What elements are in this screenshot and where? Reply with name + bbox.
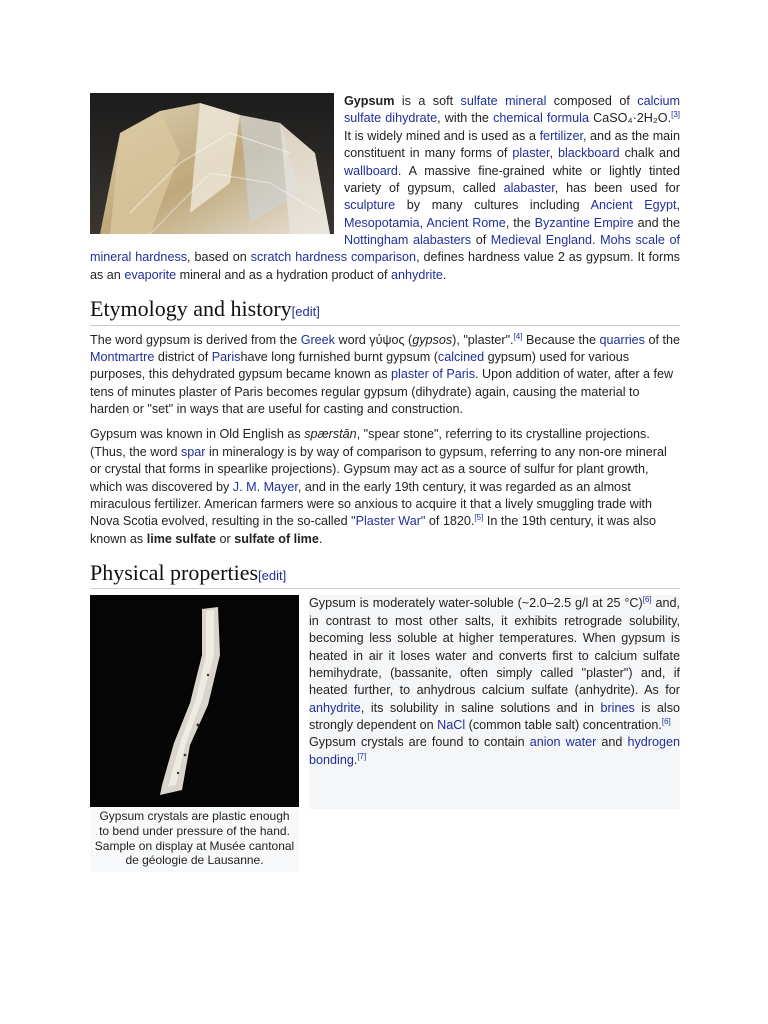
bold-term: lime sulfate <box>146 531 216 546</box>
link[interactable]: NaCl <box>437 718 466 733</box>
text-run: It is widely mined and is used as a <box>344 128 540 143</box>
etymology-heading-text: Etymology and history <box>90 296 292 322</box>
text-run: , the <box>505 215 535 230</box>
bent-crystal-image-icon <box>90 595 299 807</box>
text-run: , and in the early 19th century, it was regarded as an almost miraculous fertilizer. American farmers were so anxious to acquire it that a lively smuggling trade with Nova Scotia evolved, resulting in the so-called <box>90 479 653 529</box>
link[interactable]: Byzantine Empire <box>534 215 634 230</box>
link[interactable]: sculpture <box>344 198 396 213</box>
text-run: (common table salt) concentration. <box>465 718 662 733</box>
text-run: of <box>471 233 491 247</box>
text-run: district of <box>154 349 212 364</box>
text-run: word γύψος ( <box>334 332 413 347</box>
etymology-paragraph-2 <box>90 426 680 548</box>
link[interactable]: Medieval England <box>490 233 593 247</box>
gypsum-crystal-photo[interactable] <box>90 93 334 234</box>
section-heading-etymology <box>90 296 680 325</box>
text-run: is also strongly dependent on <box>309 700 680 733</box>
text-run: Gypsum is moderately water-soluble (~2.0–2.5 g/l at 25 °C) <box>309 596 643 611</box>
text-run: of 1820. <box>425 514 475 529</box>
link[interactable]: quarries <box>599 332 645 347</box>
link[interactable]: calcium sulfate dihydrate <box>344 94 680 126</box>
link[interactable]: scratch hardness comparison <box>250 250 417 265</box>
physical-heading-text: Physical properties <box>90 560 259 586</box>
link[interactable]: brines <box>600 700 635 715</box>
citation-link[interactable]: [3] <box>671 110 680 120</box>
text-run: , has been used for <box>554 180 681 195</box>
text-run: Gypsum crystals are found to contain <box>309 735 530 750</box>
text-run: gypsum) used for various purposes, this dehydrated gypsum became known as <box>90 349 630 382</box>
link[interactable]: Greek <box>300 332 335 347</box>
text-run: , its solubility in saline solutions and in <box>360 700 601 715</box>
link[interactable]: plaster <box>512 146 550 161</box>
physical-text-block <box>309 595 680 809</box>
link[interactable]: plaster of Paris <box>391 367 476 382</box>
link[interactable]: wallboard <box>344 163 398 178</box>
text-run: chalk and <box>619 146 680 161</box>
bold-term: sulfate of lime <box>234 531 319 546</box>
text-run: . <box>318 531 323 546</box>
text-run: ), "plaster". <box>452 332 514 347</box>
text-run: or <box>216 531 235 546</box>
figure-caption: Gypsum crystals are plastic enough to bend under pressure of the hand. Sample on display at Musée cantonal de géologie de Lausanne. <box>94 809 295 868</box>
text-run: of the <box>644 332 680 347</box>
text-run: Gypsum was known in Old English as <box>90 427 305 442</box>
italic-term: spærstān <box>304 427 357 442</box>
text-run: , with the <box>437 111 494 126</box>
text-run: . Upon addition of water, after a few tens of minutes plaster of Paris becomes regular gypsum (dihydrate) again, causing the material to harden or "set" in ways that are useful for casting and construction. <box>90 367 674 417</box>
text-run: , and as the main constituent in many forms of <box>344 128 680 161</box>
section-heading-physical <box>90 560 680 589</box>
etymology-paragraph-1 <box>90 332 680 419</box>
link[interactable]: Ancient Rome <box>426 215 506 230</box>
link[interactable]: hydrogen bonding <box>309 735 680 767</box>
text-run: , based on <box>187 250 251 265</box>
text-run: composed of <box>546 94 638 108</box>
link[interactable]: chemical formula <box>493 111 589 126</box>
citation-link[interactable]: [4] <box>513 331 523 341</box>
text-run: , <box>676 198 680 213</box>
bold-term: Gypsum <box>344 94 395 108</box>
edit-link-physical[interactable]: [edit] <box>258 568 287 584</box>
text-run: , defines hardness value 2 as gypsum. It forms as an <box>90 250 680 282</box>
text-run: , "spear stone", referring to its crystalline projections. (Thus, the word <box>90 427 650 459</box>
link[interactable]: blackboard <box>558 146 620 161</box>
link[interactable]: Mesopotamia <box>344 215 420 230</box>
link[interactable]: anhydrite <box>391 267 443 282</box>
link[interactable]: anhydrite <box>309 700 361 715</box>
link[interactable]: spar <box>181 444 206 459</box>
text-run: In the 19th century, it was also known as <box>90 514 656 546</box>
link[interactable]: Paris <box>211 349 241 364</box>
text-run: have long furnished burnt gypsum ( <box>240 349 438 364</box>
text-run: . <box>592 233 601 247</box>
link[interactable]: Montmartre <box>90 349 155 364</box>
text-run: . <box>442 267 447 282</box>
link[interactable]: fertilizer <box>539 128 583 143</box>
link[interactable]: anion water <box>529 735 597 750</box>
link[interactable]: Mohs scale of mineral hardness <box>90 233 680 265</box>
article <box>90 0 681 868</box>
text-run: , <box>419 215 427 230</box>
citation-link[interactable]: [6] <box>661 716 671 726</box>
figure-gypsum-crystal <box>90 595 299 872</box>
link[interactable]: "Plaster War" <box>351 514 426 529</box>
text-run: , <box>549 146 558 161</box>
physical-paragraph-2 <box>309 734 680 769</box>
text-run: and, in contrast to most other salts, it exhibits retrograde solubility, becoming less soluble at higher temperatures. When gypsum is heated in air it loses water and converts first to calcium sulfate hemihydrate, (bassanite, often simply called "plaster") and, if heated further, to anhydrous calcium sulfate (anhydrite). As for <box>309 596 680 698</box>
text-run: . A massive fine-grained white or lightly tinted variety of gypsum, called <box>344 163 680 195</box>
crystal-image-icon <box>90 93 334 234</box>
link[interactable]: Nottingham alabasters <box>344 233 472 247</box>
citation-link[interactable]: [6] <box>642 595 652 605</box>
text-run: by many cultures including <box>395 198 591 213</box>
link[interactable]: calcined <box>437 349 485 364</box>
citation-link[interactable]: [5] <box>474 513 484 523</box>
text-run: is a soft <box>394 94 461 108</box>
physical-paragraph-1 <box>309 595 680 734</box>
text-run: . <box>353 752 358 767</box>
edit-link-etymology[interactable]: [edit] <box>291 304 320 320</box>
gypsum-crystal-bent-photo[interactable] <box>90 595 299 807</box>
text-run: and <box>596 735 628 750</box>
text-run: CaSO₄·2H₂O. <box>588 111 672 126</box>
link[interactable]: evaporite <box>124 267 177 282</box>
text-run: and the <box>633 215 680 230</box>
text-run: Because the <box>522 332 600 347</box>
text-run: mineral and as a hydration product of <box>176 267 392 282</box>
intro-section <box>90 93 680 284</box>
text-run: The word gypsum is derived from the <box>90 332 301 347</box>
citation-link[interactable]: [7] <box>357 751 367 761</box>
link[interactable]: alabaster <box>503 180 555 195</box>
text-run: in mineralogy is by way of comparison to gypsum, referring to any non-ore mineral or crystal that forms in spearlike projections). Gypsum may act as a source of sulfur for plant growth, which was discovered by <box>90 444 667 494</box>
link[interactable]: Ancient Egypt <box>590 198 677 213</box>
link[interactable]: J. M. Mayer <box>232 479 298 494</box>
italic-term: gypsos <box>412 332 453 347</box>
link[interactable]: sulfate mineral <box>460 94 547 108</box>
